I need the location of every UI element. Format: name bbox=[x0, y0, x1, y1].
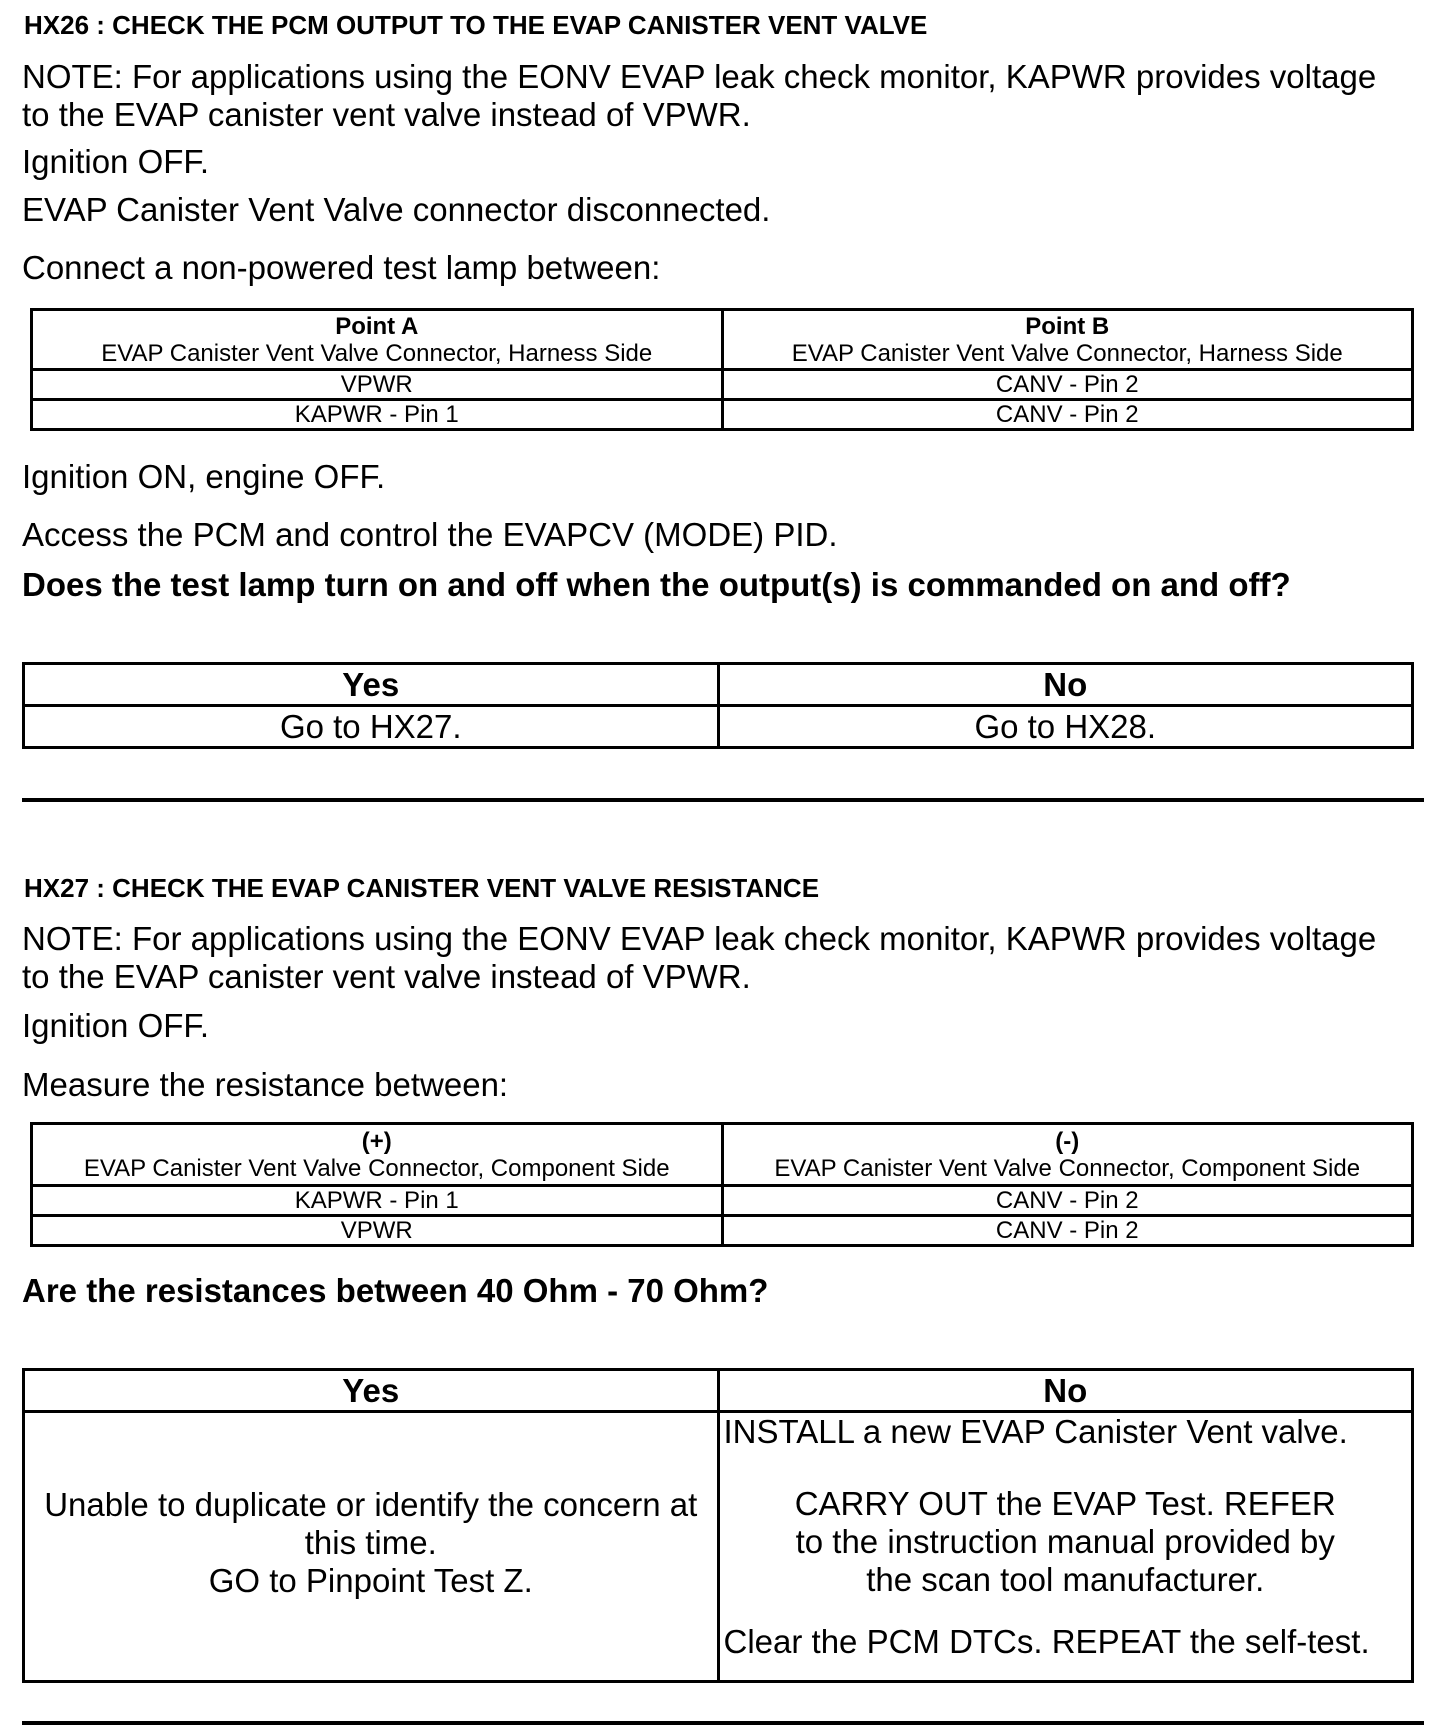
hx26-step-test-lamp: Connect a non-powered test lamp between: bbox=[22, 249, 661, 286]
table-row bbox=[32, 1216, 1413, 1246]
hx26-point-a-title: Point A bbox=[335, 312, 419, 340]
table-cell: CANV - Pin 2 bbox=[722, 400, 1413, 430]
hx26-point-b-sub: EVAP Canister Vent Valve Connector, Harness Side bbox=[791, 339, 1343, 367]
section-divider bbox=[22, 798, 1424, 802]
hx27-plus-header bbox=[32, 1124, 723, 1186]
hx26-no-label: No bbox=[718, 664, 1413, 706]
section-divider bbox=[22, 1721, 1424, 1725]
hx27-no-label: No bbox=[718, 1370, 1413, 1412]
hx26-note-line2: to the EVAP canister vent valve instead of VPWR. bbox=[22, 96, 751, 133]
hx26-no-link[interactable]: Go to HX28. bbox=[718, 706, 1413, 748]
table-cell: KAPWR - Pin 1 bbox=[32, 1186, 723, 1216]
hx27-minus-header bbox=[722, 1124, 1413, 1186]
hx27-step-ignition-off: Ignition OFF. bbox=[22, 1007, 210, 1044]
hx27-yes-label: Yes bbox=[24, 1370, 719, 1412]
table-cell: CANV - Pin 2 bbox=[722, 1186, 1413, 1216]
hx27-note-line1: NOTE: For applications using the EONV EVAP leak check monitor, KAPWR provides voltage bbox=[22, 920, 1377, 957]
hx26-point-b-title: Point B bbox=[1025, 312, 1110, 340]
hx26-note-line1: NOTE: For applications using the EONV EVAP leak check monitor, KAPWR provides voltage bbox=[22, 58, 1377, 95]
hx26-yes-label: Yes bbox=[24, 664, 719, 706]
hx27-pin-table bbox=[30, 1122, 1414, 1247]
hx27-step-measure: Measure the resistance between: bbox=[22, 1066, 509, 1103]
table-cell: CANV - Pin 2 bbox=[722, 370, 1413, 400]
hx27-no-line2: CARRY OUT the EVAP Test. REFER bbox=[794, 1485, 1336, 1522]
hx26-point-a-header bbox=[32, 310, 723, 370]
table-row bbox=[32, 1186, 1413, 1216]
table-cell: KAPWR - Pin 1 bbox=[32, 400, 723, 430]
hx26-step-access-pcm: Access the PCM and control the EVAPCV (MODE) PID. bbox=[22, 516, 838, 553]
hx27-yes-line1: Unable to duplicate or identify the concern at bbox=[44, 1485, 698, 1523]
table-cell: VPWR bbox=[32, 1216, 723, 1246]
hx27-plus-title: (+) bbox=[361, 1127, 392, 1155]
hx26-step-connector: EVAP Canister Vent Valve connector disconnected. bbox=[22, 191, 771, 228]
hx27-minus-title: (-) bbox=[1055, 1127, 1080, 1155]
hx26-point-b-header bbox=[722, 310, 1413, 370]
hx27-no-cell bbox=[718, 1412, 1413, 1682]
hx27-minus-sub: EVAP Canister Vent Valve Connector, Component Side bbox=[774, 1154, 1361, 1182]
hx27-question: Are the resistances between 40 Ohm - 70 Ohm? bbox=[22, 1272, 769, 1309]
hx27-yes-line2: this time. bbox=[304, 1523, 437, 1561]
hx27-no-line4: the scan tool manufacturer. bbox=[866, 1561, 1265, 1598]
hx27-yes-cell bbox=[24, 1412, 719, 1682]
hx26-pin-table bbox=[30, 308, 1414, 431]
hx26-question: Does the test lamp turn on and off when the output(s) is commanded on and off? bbox=[22, 566, 1291, 603]
hx27-no-line5: Clear the PCM DTCs. REPEAT the self-test. bbox=[723, 1623, 1370, 1660]
hx27-no-line3: to the instruction manual provided by bbox=[795, 1523, 1335, 1560]
hx27-note-line2: to the EVAP canister vent valve instead of VPWR. bbox=[22, 958, 751, 995]
table-cell: VPWR bbox=[32, 370, 723, 400]
hx26-step-ignition-on: Ignition ON, engine OFF. bbox=[22, 458, 386, 495]
hx27-yes-link[interactable]: GO to Pinpoint Test Z. bbox=[208, 1561, 533, 1599]
hx26-yes-link[interactable]: Go to HX27. bbox=[24, 706, 719, 748]
hx26-answer-table bbox=[22, 662, 1414, 749]
hx27-answer-table bbox=[22, 1368, 1414, 1683]
hx27-no-line1: INSTALL a new EVAP Canister Vent valve. bbox=[723, 1413, 1348, 1450]
hx26-step-ignition-off: Ignition OFF. bbox=[22, 143, 210, 180]
table-row bbox=[32, 400, 1413, 430]
hx27-plus-sub: EVAP Canister Vent Valve Connector, Component Side bbox=[83, 1154, 670, 1182]
table-row bbox=[32, 370, 1413, 400]
hx26-point-a-sub: EVAP Canister Vent Valve Connector, Harness Side bbox=[101, 339, 653, 367]
hx26-title: HX26 : CHECK THE PCM OUTPUT TO THE EVAP CANISTER VENT VALVE bbox=[24, 10, 928, 40]
hx27-title: HX27 : CHECK THE EVAP CANISTER VENT VALVE RESISTANCE bbox=[24, 873, 820, 903]
table-cell: CANV - Pin 2 bbox=[722, 1216, 1413, 1246]
